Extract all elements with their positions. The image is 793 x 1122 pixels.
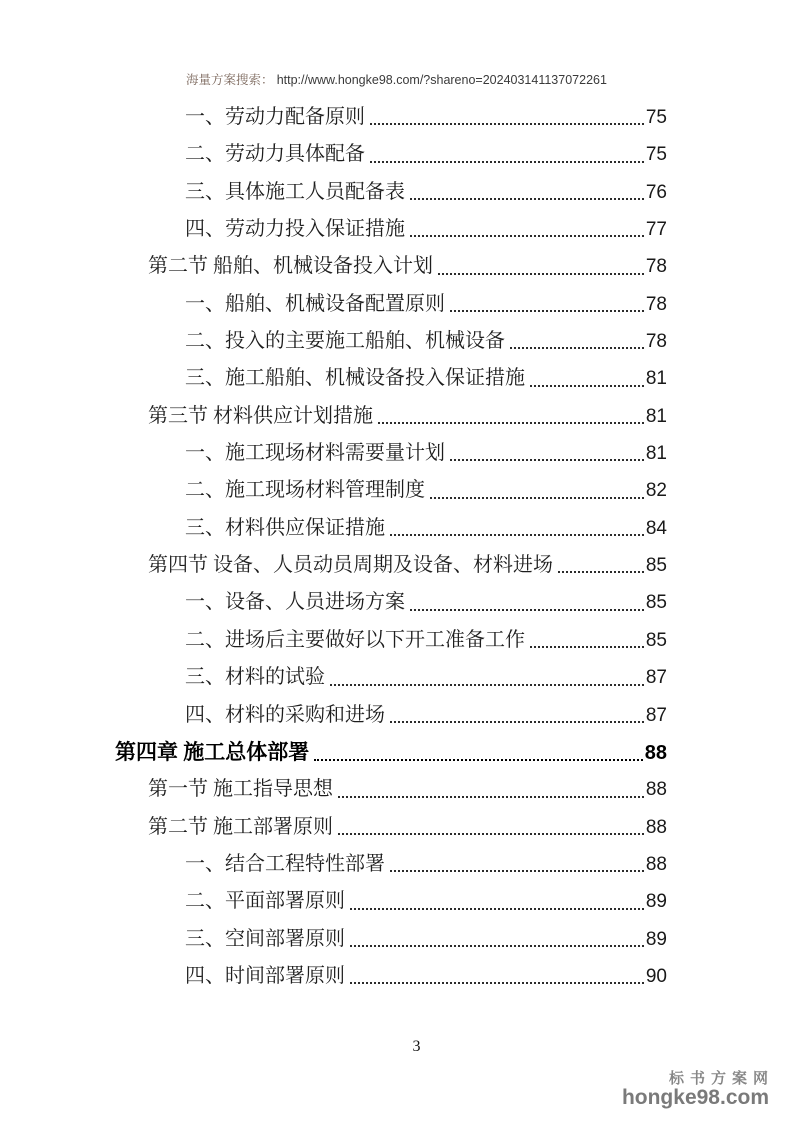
toc-entry[interactable] — [115, 846, 667, 883]
toc-entry[interactable] — [115, 622, 667, 659]
toc-entry[interactable] — [115, 136, 667, 173]
toc-entry-title: 第二节 施工部署原则 — [148, 815, 333, 838]
toc-entry-title: 三、材料的试验 — [185, 666, 325, 689]
toc-entry-page: 87 — [645, 704, 667, 726]
toc-leader-dots — [390, 721, 644, 723]
toc-entry-title: 二、劳动力具体配备 — [185, 143, 365, 166]
toc-entry[interactable] — [115, 883, 667, 920]
toc-entry[interactable] — [115, 211, 667, 248]
toc-entry[interactable] — [115, 248, 667, 285]
toc-entry[interactable] — [115, 398, 667, 435]
toc-leader-dots — [410, 235, 644, 237]
toc-leader-dots — [530, 646, 644, 648]
toc-entry-page: 77 — [645, 219, 667, 241]
toc-entry[interactable] — [115, 659, 667, 696]
toc-entry-title: 一、施工现场材料需要量计划 — [185, 442, 445, 465]
toc-entry-page: 85 — [645, 555, 667, 577]
toc-leader-dots — [350, 982, 644, 984]
toc-entry-page: 88 — [645, 853, 667, 875]
toc-entry-page: 75 — [645, 107, 667, 128]
toc-entry[interactable] — [115, 435, 667, 472]
toc-entry-page: 88 — [644, 741, 667, 764]
toc-entry-title: 一、劳动力配备原则 — [185, 106, 365, 128]
toc-leader-dots — [558, 571, 644, 573]
toc-leader-dots — [338, 796, 644, 798]
watermark-site-domain: hongke98.com — [621, 1086, 769, 1109]
toc-entry-page: 84 — [645, 517, 667, 539]
toc-leader-dots — [338, 833, 644, 835]
toc-entry[interactable] — [115, 584, 667, 621]
toc-entry-title: 三、施工船舶、机械设备投入保证措施 — [185, 367, 525, 390]
toc-leader-dots — [370, 161, 644, 163]
toc-entry-page: 88 — [645, 779, 667, 801]
toc-entry-title: 四、材料的采购和进场 — [185, 703, 385, 726]
toc-entry-page: 89 — [645, 891, 667, 913]
toc-entry-page: 87 — [645, 667, 667, 689]
toc-leader-dots — [330, 684, 644, 686]
toc-entry-page: 75 — [645, 144, 667, 166]
toc-leader-dots — [390, 870, 644, 872]
toc-entry-title: 二、平面部署原则 — [185, 890, 345, 913]
toc-entry[interactable] — [115, 734, 667, 771]
toc-entry-page: 76 — [645, 181, 667, 203]
watermark — [621, 1070, 774, 1109]
toc-entry[interactable] — [115, 809, 667, 846]
toc-leader-dots — [378, 422, 644, 424]
toc-entry-page: 89 — [645, 928, 667, 950]
toc-leader-dots — [450, 459, 644, 461]
toc-entry-page: 81 — [645, 368, 667, 390]
toc-entry-title: 第三节 材料供应计划措施 — [148, 404, 373, 427]
toc-entry[interactable] — [115, 697, 667, 734]
toc-entry-page: 78 — [645, 331, 667, 353]
toc-leader-dots — [314, 759, 643, 761]
search-source-label: 海量方案搜索： — [186, 73, 274, 87]
toc-entry-page: 81 — [645, 405, 667, 427]
toc-entry-page: 85 — [645, 592, 667, 614]
toc-entry-title: 二、施工现场材料管理制度 — [185, 479, 425, 502]
toc-entry[interactable] — [115, 286, 667, 323]
toc-entry[interactable] — [115, 360, 667, 397]
toc-leader-dots — [430, 497, 644, 499]
page-header — [0, 71, 793, 89]
toc-entry[interactable] — [115, 174, 667, 211]
toc-leader-dots — [410, 609, 644, 611]
toc-entry-title: 三、具体施工人员配备表 — [185, 180, 405, 203]
toc-entry[interactable] — [115, 547, 667, 584]
toc-entry-title: 三、空间部署原则 — [185, 927, 345, 950]
toc-entry[interactable] — [115, 958, 667, 995]
toc-entry[interactable] — [115, 99, 667, 136]
toc-entry-page: 78 — [645, 293, 667, 315]
toc-leader-dots — [438, 273, 644, 275]
toc-entry-title: 第四节 设备、人员动员周期及设备、材料进场 — [148, 554, 553, 577]
toc — [115, 99, 667, 995]
toc-leader-dots — [350, 945, 644, 947]
share-url-link[interactable]: http://www.hongke98.com/?shareno=202403141137072261 — [276, 73, 607, 87]
toc-entry-title: 二、投入的主要施工船舶、机械设备 — [185, 330, 505, 353]
toc-entry-page: 90 — [645, 965, 667, 987]
toc-entry-page: 88 — [645, 816, 667, 838]
toc-entry-title: 三、材料供应保证措施 — [185, 516, 385, 539]
toc-leader-dots — [530, 385, 644, 387]
toc-leader-dots — [350, 908, 644, 910]
toc-entry-title: 一、结合工程特性部署 — [185, 852, 385, 875]
toc-entry-title: 第四章 施工总体部署 — [115, 739, 310, 764]
toc-leader-dots — [370, 123, 644, 125]
toc-leader-dots — [510, 347, 644, 349]
toc-entry[interactable] — [115, 323, 667, 360]
watermark-site-name: 标书方案网 — [668, 1070, 774, 1087]
page-number: 3 — [412, 1038, 421, 1055]
toc-leader-dots — [410, 198, 644, 200]
toc-entry-title: 二、进场后主要做好以下开工准备工作 — [185, 628, 525, 651]
toc-entry[interactable] — [115, 921, 667, 958]
toc-entry-title: 一、船舶、机械设备配置原则 — [185, 292, 445, 315]
toc-entry-title: 四、时间部署原则 — [185, 964, 345, 987]
toc-entry[interactable] — [115, 472, 667, 509]
toc-entry-page: 82 — [645, 480, 667, 502]
toc-entry-title: 第二节 船舶、机械设备投入计划 — [148, 255, 433, 278]
toc-leader-dots — [450, 310, 644, 312]
toc-entry-page: 78 — [645, 256, 667, 278]
toc-entry-title: 第一节 施工指导思想 — [148, 778, 333, 801]
toc-leader-dots — [390, 534, 644, 536]
toc-entry-title: 四、劳动力投入保证措施 — [185, 218, 405, 241]
toc-entry[interactable] — [115, 510, 667, 547]
toc-entry[interactable] — [115, 771, 667, 808]
toc-entry-title: 一、设备、人员进场方案 — [185, 591, 405, 614]
toc-entry-page: 85 — [645, 629, 667, 651]
toc-entry-page: 81 — [645, 443, 667, 465]
